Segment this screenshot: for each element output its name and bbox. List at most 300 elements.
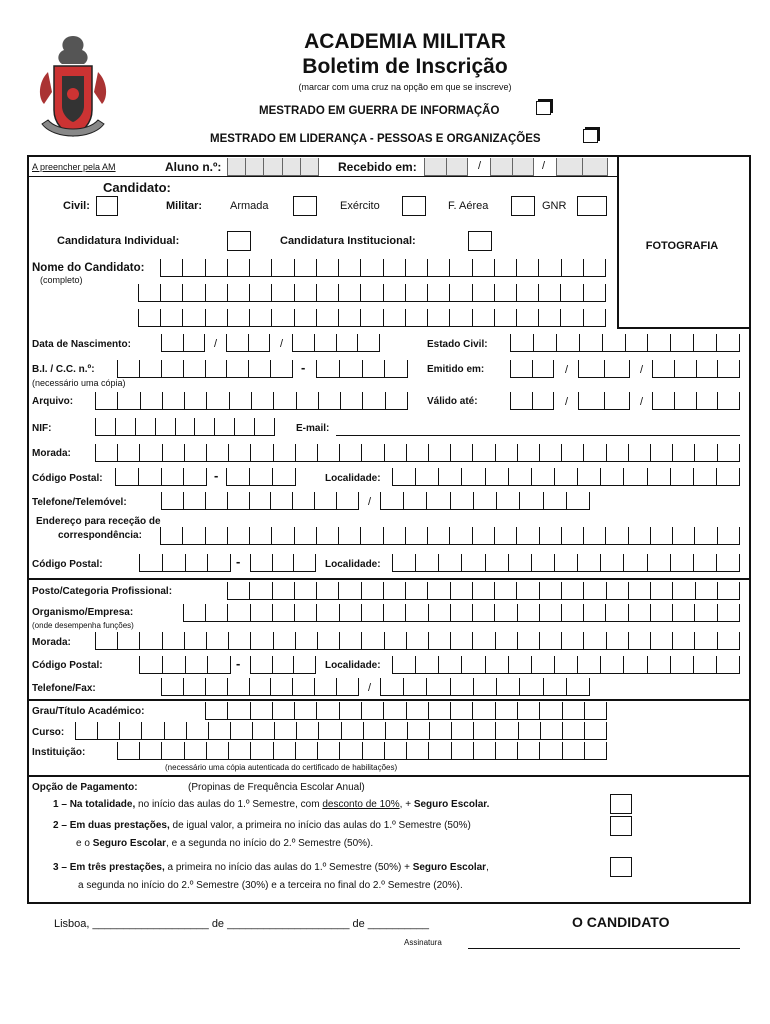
input-cell[interactable] bbox=[383, 582, 405, 600]
input-cell[interactable] bbox=[227, 702, 249, 720]
input-cell[interactable] bbox=[670, 656, 693, 674]
input-cell[interactable] bbox=[531, 656, 554, 674]
input-cell[interactable] bbox=[294, 702, 316, 720]
received-day[interactable] bbox=[424, 158, 468, 176]
input-cell[interactable] bbox=[205, 604, 227, 622]
input-cell[interactable] bbox=[314, 492, 336, 510]
input-cell[interactable] bbox=[293, 656, 316, 674]
input-cell[interactable] bbox=[250, 742, 272, 760]
input-cell[interactable] bbox=[650, 604, 672, 622]
input-cell[interactable] bbox=[205, 284, 227, 302]
input-cell[interactable] bbox=[602, 334, 625, 352]
nif-cells[interactable] bbox=[95, 418, 275, 436]
input-cell[interactable] bbox=[160, 527, 182, 545]
input-cell[interactable] bbox=[251, 392, 273, 410]
input-cell[interactable] bbox=[139, 632, 161, 650]
input-cell[interactable] bbox=[429, 722, 451, 740]
input-cell[interactable] bbox=[383, 702, 405, 720]
input-cell[interactable] bbox=[472, 702, 494, 720]
input-cell[interactable] bbox=[362, 392, 384, 410]
input-cell[interactable] bbox=[647, 554, 670, 572]
input-cell[interactable] bbox=[272, 468, 296, 486]
input-cell[interactable] bbox=[248, 360, 270, 378]
input-cell[interactable] bbox=[583, 632, 605, 650]
locality2-cells[interactable] bbox=[392, 554, 740, 572]
input-cell[interactable] bbox=[508, 468, 531, 486]
input-cell[interactable] bbox=[205, 360, 227, 378]
input-cell[interactable] bbox=[138, 468, 161, 486]
input-cell[interactable] bbox=[403, 678, 426, 696]
input-cell[interactable] bbox=[207, 656, 231, 674]
input-cell[interactable] bbox=[226, 360, 248, 378]
input-cell[interactable] bbox=[538, 259, 560, 277]
input-cell[interactable] bbox=[472, 632, 494, 650]
input-cell[interactable] bbox=[539, 702, 561, 720]
input-cell[interactable] bbox=[205, 259, 227, 277]
input-cell[interactable] bbox=[250, 554, 272, 572]
input-cell[interactable] bbox=[250, 632, 272, 650]
input-cell[interactable] bbox=[228, 444, 250, 462]
input-cell[interactable] bbox=[183, 678, 205, 696]
input-cell[interactable] bbox=[249, 527, 271, 545]
name-row-1[interactable] bbox=[160, 259, 606, 277]
input-cell[interactable] bbox=[561, 632, 583, 650]
input-cell[interactable] bbox=[294, 284, 316, 302]
input-cell[interactable] bbox=[183, 604, 205, 622]
input-cell[interactable] bbox=[578, 392, 604, 410]
input-cell[interactable] bbox=[716, 656, 740, 674]
input-cell[interactable] bbox=[473, 742, 495, 760]
civil-checkbox[interactable] bbox=[96, 196, 118, 216]
input-cell[interactable] bbox=[426, 492, 449, 510]
input-cell[interactable] bbox=[461, 468, 484, 486]
input-cell[interactable] bbox=[670, 468, 693, 486]
input-cell[interactable] bbox=[517, 444, 539, 462]
input-cell[interactable] bbox=[543, 492, 566, 510]
input-cell[interactable] bbox=[250, 702, 272, 720]
input-cell[interactable] bbox=[317, 742, 339, 760]
input-cell[interactable] bbox=[450, 702, 472, 720]
issued-day[interactable] bbox=[510, 360, 554, 378]
input-cell[interactable] bbox=[446, 158, 469, 176]
input-cell[interactable] bbox=[250, 444, 272, 462]
input-cell[interactable] bbox=[405, 582, 427, 600]
input-cell[interactable] bbox=[227, 678, 249, 696]
input-cell[interactable] bbox=[270, 492, 292, 510]
input-cell[interactable] bbox=[647, 468, 670, 486]
input-cell[interactable] bbox=[600, 656, 623, 674]
input-cell[interactable] bbox=[184, 444, 206, 462]
input-cell[interactable] bbox=[693, 554, 716, 572]
input-cell[interactable] bbox=[672, 582, 694, 600]
input-cell[interactable] bbox=[494, 582, 516, 600]
signature-line[interactable] bbox=[468, 948, 740, 949]
program-checkbox-1[interactable] bbox=[536, 101, 551, 115]
input-cell[interactable] bbox=[270, 678, 292, 696]
input-cell[interactable] bbox=[95, 444, 117, 462]
input-cell[interactable] bbox=[363, 722, 385, 740]
input-cell[interactable] bbox=[494, 309, 516, 327]
input-cell[interactable] bbox=[628, 527, 650, 545]
input-cell[interactable] bbox=[336, 334, 358, 352]
input-cell[interactable] bbox=[138, 309, 160, 327]
input-cell[interactable] bbox=[561, 444, 583, 462]
input-cell[interactable] bbox=[450, 678, 473, 696]
input-cell[interactable] bbox=[450, 632, 472, 650]
input-cell[interactable] bbox=[139, 656, 162, 674]
input-cell[interactable] bbox=[316, 582, 338, 600]
input-cell[interactable] bbox=[473, 678, 496, 696]
input-cell[interactable] bbox=[139, 742, 161, 760]
input-cell[interactable] bbox=[628, 444, 650, 462]
input-cell[interactable] bbox=[428, 444, 450, 462]
input-cell[interactable] bbox=[357, 334, 380, 352]
input-cell[interactable] bbox=[472, 604, 494, 622]
input-cell[interactable] bbox=[336, 678, 359, 696]
input-cell[interactable] bbox=[183, 492, 205, 510]
faerea-checkbox[interactable] bbox=[511, 196, 535, 216]
input-cell[interactable] bbox=[428, 742, 450, 760]
input-cell[interactable] bbox=[339, 742, 361, 760]
input-cell[interactable] bbox=[272, 604, 294, 622]
input-cell[interactable] bbox=[316, 604, 338, 622]
input-cell[interactable] bbox=[338, 259, 360, 277]
input-cell[interactable] bbox=[248, 334, 271, 352]
input-cell[interactable] bbox=[226, 334, 248, 352]
input-cell[interactable] bbox=[161, 468, 184, 486]
input-cell[interactable] bbox=[584, 742, 607, 760]
input-cell[interactable] bbox=[578, 360, 604, 378]
input-cell[interactable] bbox=[652, 360, 674, 378]
input-cell[interactable] bbox=[317, 444, 339, 462]
input-cell[interactable] bbox=[415, 468, 438, 486]
input-cell[interactable] bbox=[472, 444, 494, 462]
input-cell[interactable] bbox=[560, 284, 582, 302]
input-cell[interactable] bbox=[717, 604, 740, 622]
input-cell[interactable] bbox=[272, 554, 294, 572]
input-cell[interactable] bbox=[249, 678, 271, 696]
input-cell[interactable] bbox=[672, 444, 694, 462]
input-cell[interactable] bbox=[161, 492, 183, 510]
pro-locality-cells[interactable] bbox=[392, 656, 740, 674]
input-cell[interactable] bbox=[606, 444, 628, 462]
mobile-cells[interactable] bbox=[380, 492, 590, 510]
input-cell[interactable] bbox=[205, 492, 227, 510]
input-cell[interactable] bbox=[561, 582, 583, 600]
input-cell[interactable] bbox=[516, 259, 538, 277]
input-cell[interactable] bbox=[300, 158, 319, 176]
course-cells[interactable] bbox=[75, 722, 607, 740]
input-cell[interactable] bbox=[161, 678, 183, 696]
input-cell[interactable] bbox=[495, 632, 517, 650]
locality-cells[interactable] bbox=[392, 468, 740, 486]
input-cell[interactable] bbox=[427, 259, 449, 277]
input-cell[interactable] bbox=[674, 392, 696, 410]
input-cell[interactable] bbox=[717, 582, 740, 600]
input-cell[interactable] bbox=[205, 702, 227, 720]
input-cell[interactable] bbox=[406, 702, 428, 720]
input-cell[interactable] bbox=[449, 284, 471, 302]
input-cell[interactable] bbox=[250, 604, 272, 622]
input-cell[interactable] bbox=[138, 284, 160, 302]
payment-checkbox-2[interactable] bbox=[610, 816, 632, 836]
input-cell[interactable] bbox=[139, 444, 161, 462]
input-cell[interactable] bbox=[316, 259, 338, 277]
input-cell[interactable] bbox=[270, 360, 293, 378]
input-cell[interactable] bbox=[584, 722, 607, 740]
input-cell[interactable] bbox=[184, 392, 206, 410]
input-cell[interactable] bbox=[97, 722, 119, 740]
input-cell[interactable] bbox=[647, 334, 670, 352]
input-cell[interactable] bbox=[384, 742, 406, 760]
input-cell[interactable] bbox=[438, 554, 461, 572]
input-cell[interactable] bbox=[95, 392, 117, 410]
input-cell[interactable] bbox=[292, 678, 314, 696]
received-year[interactable] bbox=[556, 158, 608, 176]
input-cell[interactable] bbox=[717, 527, 740, 545]
input-cell[interactable] bbox=[392, 554, 415, 572]
input-cell[interactable] bbox=[532, 392, 555, 410]
input-cell[interactable] bbox=[512, 158, 535, 176]
input-cell[interactable] bbox=[314, 334, 336, 352]
input-cell[interactable] bbox=[539, 604, 561, 622]
input-cell[interactable] bbox=[249, 259, 271, 277]
input-cell[interactable] bbox=[227, 527, 249, 545]
input-cell[interactable] bbox=[271, 309, 293, 327]
input-cell[interactable] bbox=[271, 259, 293, 277]
phone-cells[interactable] bbox=[161, 492, 359, 510]
input-cell[interactable] bbox=[427, 527, 449, 545]
input-cell[interactable] bbox=[117, 360, 139, 378]
input-cell[interactable] bbox=[494, 604, 516, 622]
input-cell[interactable] bbox=[674, 360, 696, 378]
input-cell[interactable] bbox=[140, 392, 162, 410]
issued-year[interactable] bbox=[652, 360, 740, 378]
input-cell[interactable] bbox=[361, 582, 383, 600]
input-cell[interactable] bbox=[695, 582, 717, 600]
input-cell[interactable] bbox=[318, 722, 340, 740]
input-cell[interactable] bbox=[205, 527, 227, 545]
valid-year[interactable] bbox=[652, 392, 740, 410]
input-cell[interactable] bbox=[383, 527, 405, 545]
input-cell[interactable] bbox=[117, 392, 139, 410]
birth-year[interactable] bbox=[292, 334, 380, 352]
input-cell[interactable] bbox=[696, 360, 718, 378]
input-cell[interactable] bbox=[556, 158, 582, 176]
input-cell[interactable] bbox=[207, 554, 231, 572]
input-cell[interactable] bbox=[139, 360, 161, 378]
input-cell[interactable] bbox=[249, 284, 271, 302]
input-cell[interactable] bbox=[274, 722, 296, 740]
input-cell[interactable] bbox=[406, 742, 428, 760]
input-cell[interactable] bbox=[438, 656, 461, 674]
input-cell[interactable] bbox=[650, 582, 672, 600]
pro-address-cells[interactable] bbox=[95, 632, 740, 650]
input-cell[interactable] bbox=[294, 527, 316, 545]
input-cell[interactable] bbox=[405, 604, 427, 622]
input-cell[interactable] bbox=[517, 632, 539, 650]
input-cell[interactable] bbox=[438, 468, 461, 486]
input-cell[interactable] bbox=[693, 334, 716, 352]
input-cell[interactable] bbox=[716, 334, 740, 352]
input-cell[interactable] bbox=[205, 678, 227, 696]
input-cell[interactable] bbox=[155, 418, 175, 436]
input-cell[interactable] bbox=[556, 334, 579, 352]
input-cell[interactable] bbox=[161, 742, 183, 760]
input-cell[interactable] bbox=[227, 284, 249, 302]
input-cell[interactable] bbox=[561, 259, 583, 277]
student-no-cells[interactable] bbox=[227, 158, 319, 176]
input-cell[interactable] bbox=[540, 722, 562, 740]
input-cell[interactable] bbox=[208, 722, 230, 740]
input-cell[interactable] bbox=[623, 554, 646, 572]
input-cell[interactable] bbox=[485, 656, 508, 674]
input-cell[interactable] bbox=[95, 632, 117, 650]
input-cell[interactable] bbox=[162, 656, 185, 674]
input-cell[interactable] bbox=[582, 158, 609, 176]
input-cell[interactable] bbox=[561, 604, 583, 622]
input-cell[interactable] bbox=[295, 444, 317, 462]
input-cell[interactable] bbox=[254, 418, 275, 436]
armada-checkbox[interactable] bbox=[293, 196, 317, 216]
input-cell[interactable] bbox=[296, 722, 318, 740]
input-cell[interactable] bbox=[185, 554, 208, 572]
input-cell[interactable] bbox=[694, 444, 716, 462]
input-cell[interactable] bbox=[495, 444, 517, 462]
input-cell[interactable] bbox=[716, 468, 740, 486]
input-cell[interactable] bbox=[583, 527, 605, 545]
input-cell[interactable] bbox=[250, 656, 272, 674]
postal-cells[interactable] bbox=[115, 468, 207, 486]
input-cell[interactable] bbox=[650, 527, 672, 545]
input-cell[interactable] bbox=[186, 722, 208, 740]
input-cell[interactable] bbox=[606, 632, 628, 650]
input-cell[interactable] bbox=[161, 334, 183, 352]
input-cell[interactable] bbox=[383, 604, 405, 622]
input-cell[interactable] bbox=[584, 702, 607, 720]
input-cell[interactable] bbox=[562, 722, 584, 740]
input-cell[interactable] bbox=[579, 334, 602, 352]
input-cell[interactable] bbox=[403, 492, 426, 510]
input-cell[interactable] bbox=[604, 360, 631, 378]
input-cell[interactable] bbox=[316, 309, 338, 327]
input-cell[interactable] bbox=[628, 582, 650, 600]
input-cell[interactable] bbox=[294, 259, 316, 277]
input-cell[interactable] bbox=[230, 722, 252, 740]
id-check-cells[interactable] bbox=[316, 360, 408, 378]
input-cell[interactable] bbox=[141, 722, 163, 740]
input-cell[interactable] bbox=[360, 259, 382, 277]
payment-checkbox-3[interactable] bbox=[610, 857, 632, 877]
pro-postal-cells[interactable] bbox=[139, 656, 231, 674]
input-cell[interactable] bbox=[249, 582, 271, 600]
input-cell[interactable] bbox=[562, 742, 584, 760]
input-cell[interactable] bbox=[461, 656, 484, 674]
input-cell[interactable] bbox=[316, 702, 338, 720]
input-cell[interactable] bbox=[184, 632, 206, 650]
input-cell[interactable] bbox=[490, 158, 512, 176]
input-cell[interactable] bbox=[554, 468, 577, 486]
input-cell[interactable] bbox=[628, 604, 650, 622]
input-cell[interactable] bbox=[405, 309, 427, 327]
input-cell[interactable] bbox=[292, 334, 314, 352]
input-cell[interactable] bbox=[485, 554, 508, 572]
input-cell[interactable] bbox=[472, 527, 494, 545]
input-cell[interactable] bbox=[234, 418, 254, 436]
postal2-cells[interactable] bbox=[139, 554, 231, 572]
input-cell[interactable] bbox=[75, 722, 97, 740]
input-cell[interactable] bbox=[282, 158, 300, 176]
input-cell[interactable] bbox=[361, 444, 383, 462]
input-cell[interactable] bbox=[228, 632, 250, 650]
input-cell[interactable] bbox=[495, 742, 517, 760]
input-cell[interactable] bbox=[273, 742, 295, 760]
issued-month[interactable] bbox=[578, 360, 630, 378]
input-cell[interactable] bbox=[561, 527, 583, 545]
input-cell[interactable] bbox=[117, 742, 139, 760]
input-cell[interactable] bbox=[494, 259, 516, 277]
input-cell[interactable] bbox=[341, 722, 363, 740]
input-cell[interactable] bbox=[117, 444, 139, 462]
input-cell[interactable] bbox=[670, 334, 693, 352]
input-cell[interactable] bbox=[385, 722, 407, 740]
input-cell[interactable] bbox=[380, 492, 403, 510]
input-cell[interactable] bbox=[360, 284, 382, 302]
input-cell[interactable] bbox=[510, 334, 533, 352]
input-cell[interactable] bbox=[249, 309, 271, 327]
input-cell[interactable] bbox=[338, 582, 360, 600]
input-cell[interactable] bbox=[406, 632, 428, 650]
input-cell[interactable] bbox=[383, 259, 405, 277]
input-cell[interactable] bbox=[206, 632, 228, 650]
input-cell[interactable] bbox=[407, 722, 429, 740]
input-cell[interactable] bbox=[160, 309, 182, 327]
payment-checkbox-1[interactable] bbox=[610, 794, 632, 814]
input-cell[interactable] bbox=[554, 554, 577, 572]
input-cell[interactable] bbox=[577, 656, 600, 674]
input-cell[interactable] bbox=[182, 527, 204, 545]
input-cell[interactable] bbox=[516, 309, 538, 327]
input-cell[interactable] bbox=[296, 392, 318, 410]
input-cell[interactable] bbox=[450, 492, 473, 510]
input-cell[interactable] bbox=[531, 554, 554, 572]
input-cell[interactable] bbox=[392, 656, 415, 674]
input-cell[interactable] bbox=[539, 444, 561, 462]
input-cell[interactable] bbox=[508, 554, 531, 572]
input-cell[interactable] bbox=[252, 722, 274, 740]
institutional-checkbox[interactable] bbox=[468, 231, 492, 251]
input-cell[interactable] bbox=[317, 632, 339, 650]
input-cell[interactable] bbox=[160, 259, 182, 277]
input-cell[interactable] bbox=[162, 392, 184, 410]
input-cell[interactable] bbox=[538, 284, 560, 302]
input-cell[interactable] bbox=[383, 309, 405, 327]
input-cell[interactable] bbox=[672, 604, 694, 622]
input-cell[interactable] bbox=[249, 492, 271, 510]
input-cell[interactable] bbox=[183, 360, 205, 378]
input-cell[interactable] bbox=[451, 722, 473, 740]
input-cell[interactable] bbox=[518, 722, 540, 740]
name-row-3[interactable] bbox=[138, 309, 606, 327]
input-cell[interactable] bbox=[316, 284, 338, 302]
valid-month[interactable] bbox=[578, 392, 630, 410]
mail-address-cells[interactable] bbox=[160, 527, 740, 545]
input-cell[interactable] bbox=[693, 468, 716, 486]
birth-month[interactable] bbox=[226, 334, 270, 352]
input-cell[interactable] bbox=[554, 656, 577, 674]
input-cell[interactable] bbox=[206, 742, 228, 760]
input-cell[interactable] bbox=[562, 702, 584, 720]
